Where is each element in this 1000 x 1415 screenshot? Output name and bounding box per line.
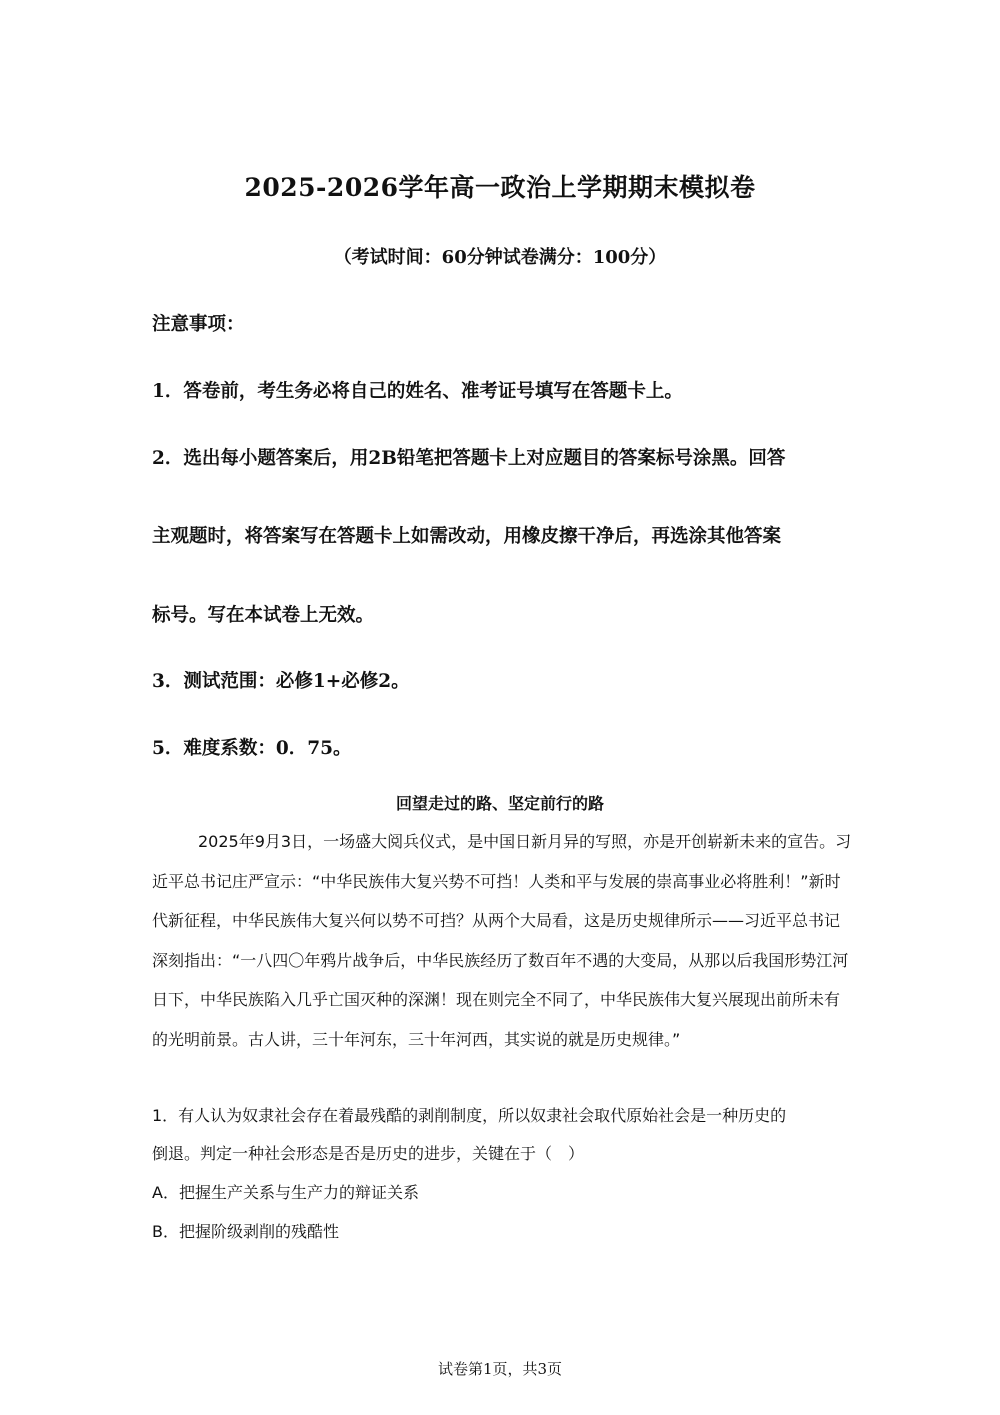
notice-item-2-line-1: 2．选出每小题答案后，用2B铅笔把答题卡上对应题目的答案标号涂黑。回答 [152, 448, 786, 469]
notice-item-2-line-3: 标号。写在本试卷上无效。 [152, 605, 375, 626]
question-1-option-a[interactable]: A．把握生产关系与生产力的辩证关系 [152, 1183, 419, 1202]
exam-title: 2025-2026学年高一政治上学期期末模拟卷 [244, 173, 756, 202]
exam-subtitle: （考试时间：60分钟试卷满分：100分） [333, 247, 667, 268]
page-footer: 试卷第1页，共3页 [437, 1360, 563, 1378]
notice-item-5: 5．难度系数：0．75。 [152, 738, 352, 759]
notice-item-2-line-2: 主观题时，将答案写在答题卡上如需改动，用橡皮擦干净后，再选涂其他答案 [152, 526, 782, 547]
notice-heading: 注意事项： [152, 314, 245, 335]
question-1-stem-line-2: 倒退。判定一种社会形态是否是历史的进步，关键在于（ ） [152, 1144, 585, 1163]
question-1-stem-line-1: 1．有人认为奴隶社会存在着最残酷的剥削制度，所以奴隶社会取代原始社会是一种历史的 [152, 1106, 787, 1125]
question-1-option-b[interactable]: B．把握阶级剥削的残酷性 [152, 1222, 339, 1241]
notice-item-1: 1．答卷前，考生务必将自己的姓名、准考证号填写在答题卡上。 [152, 381, 683, 402]
notice-item-3: 3．测试范围：必修1+必修2。 [152, 671, 410, 692]
section-paragraph-text: 2025年9月3日，一场盛大阅兵仪式，是中国日新月异的写照，亦是开创崭新未来的宣告。习近平总书记庄严宣示：“中华民族伟大复兴势不可挡！人类和平与发展的崇高事业必将胜利！”新时代新征程，中华民族伟大复兴何以势不可挡？从两个大局看，这是历史规律所示——习近平总书记深刻指出：“一八四〇年鸦片战争后，中华民族经历了数百年不遇的大变局，从那以后我国形势江河日下，中华民族陷入几乎亡国灭种的深渊！现在则完全不同了，中华民族伟大复兴展现出前所未有的光明前景。古人讲，三十年河东，三十年河西，其实说的就是历史规律。” [152, 832, 852, 1049]
section-paragraph [152, 822, 852, 1059]
section-title: 回望走过的路、坚定前行的路 [395, 794, 604, 813]
